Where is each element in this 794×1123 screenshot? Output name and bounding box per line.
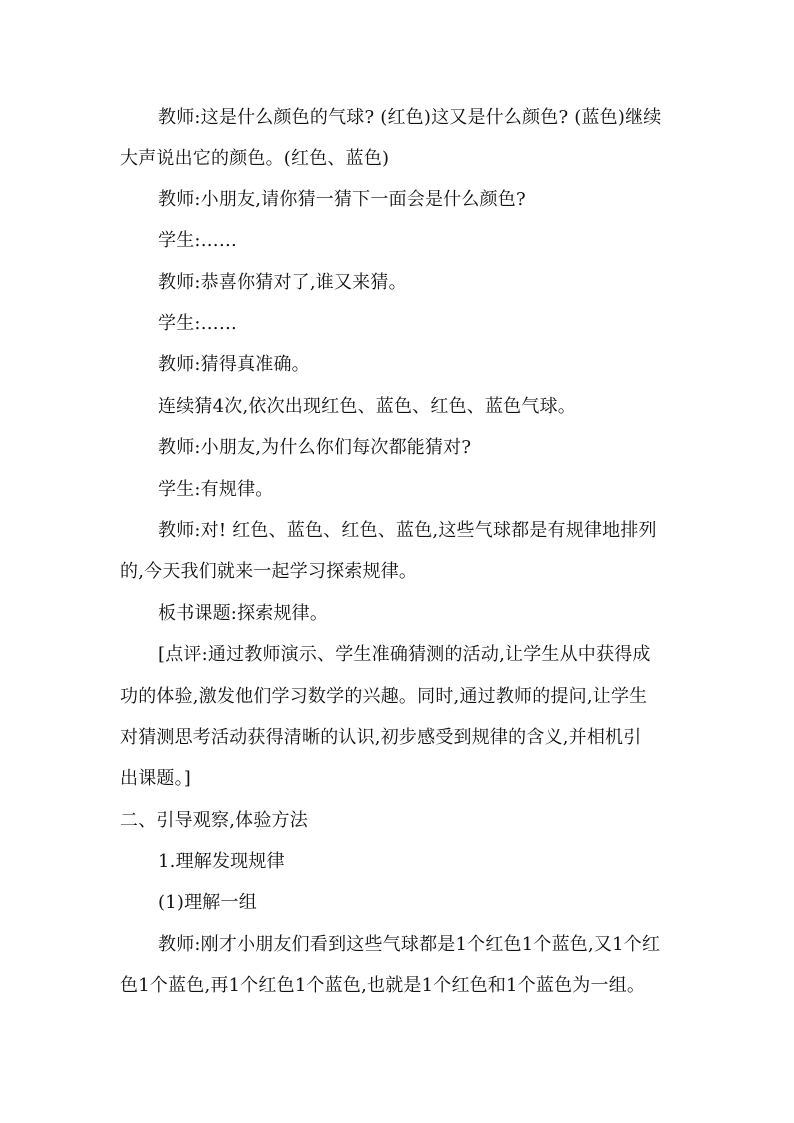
paragraph-line: 色1个蓝色,再1个红色1个蓝色,也就是1个红色和1个蓝色为一组。 xyxy=(120,975,646,996)
section-heading: 二、引导观察,体验方法 xyxy=(120,810,308,831)
comment-line: 功的体验,激发他们学习数学的兴趣。同时,通过教师的提问,让学生 xyxy=(120,686,648,707)
paragraph-line: 连续猜4次,依次出现红色、蓝色、红色、蓝色气球。 xyxy=(158,396,576,417)
paragraph-line: 学生:…… xyxy=(158,230,238,251)
paragraph-line: 教师:刚才小朋友们看到这些气球都是1个红色1个蓝色,又1个红 xyxy=(158,934,661,955)
paragraph-line: 教师:这是什么颜色的气球? (红色)这又是什么颜色? (蓝色)继续 xyxy=(158,107,662,128)
comment-line: 出课题。] xyxy=(120,768,192,789)
subsection-heading: 1.理解发现规律 xyxy=(158,851,285,872)
paragraph-line: 板书课题:探索规律。 xyxy=(158,603,329,624)
paragraph-line: 学生:…… xyxy=(158,313,238,334)
paragraph-line: 教师:猜得真准确。 xyxy=(158,354,310,375)
paragraph-line: 教师:恭喜你猜对了,谁又来猜。 xyxy=(158,272,407,293)
paragraph-line: 的,今天我们就来一起学习探索规律。 xyxy=(120,561,418,582)
paragraph-line: 教师:对! 红色、蓝色、红色、蓝色,这些气球都是有规律地排列 xyxy=(158,520,657,541)
subsubsection-heading: (1)理解一组 xyxy=(158,892,257,913)
comment-line: [点评:通过教师演示、学生准确猜测的活动,让学生从中获得成 xyxy=(158,644,651,665)
paragraph-line: 教师:小朋友,请你猜一猜下一面会是什么颜色? xyxy=(158,189,526,210)
comment-line: 对猜测思考活动获得清晰的认识,初步感受到规律的含义,并相机引 xyxy=(120,727,642,748)
paragraph-line: 教师:小朋友,为什么你们每次都能猜对? xyxy=(158,437,472,458)
paragraph-line: 学生:有规律。 xyxy=(158,479,274,500)
paragraph-line: 大声说出它的颜色。(红色、蓝色) xyxy=(120,148,390,169)
